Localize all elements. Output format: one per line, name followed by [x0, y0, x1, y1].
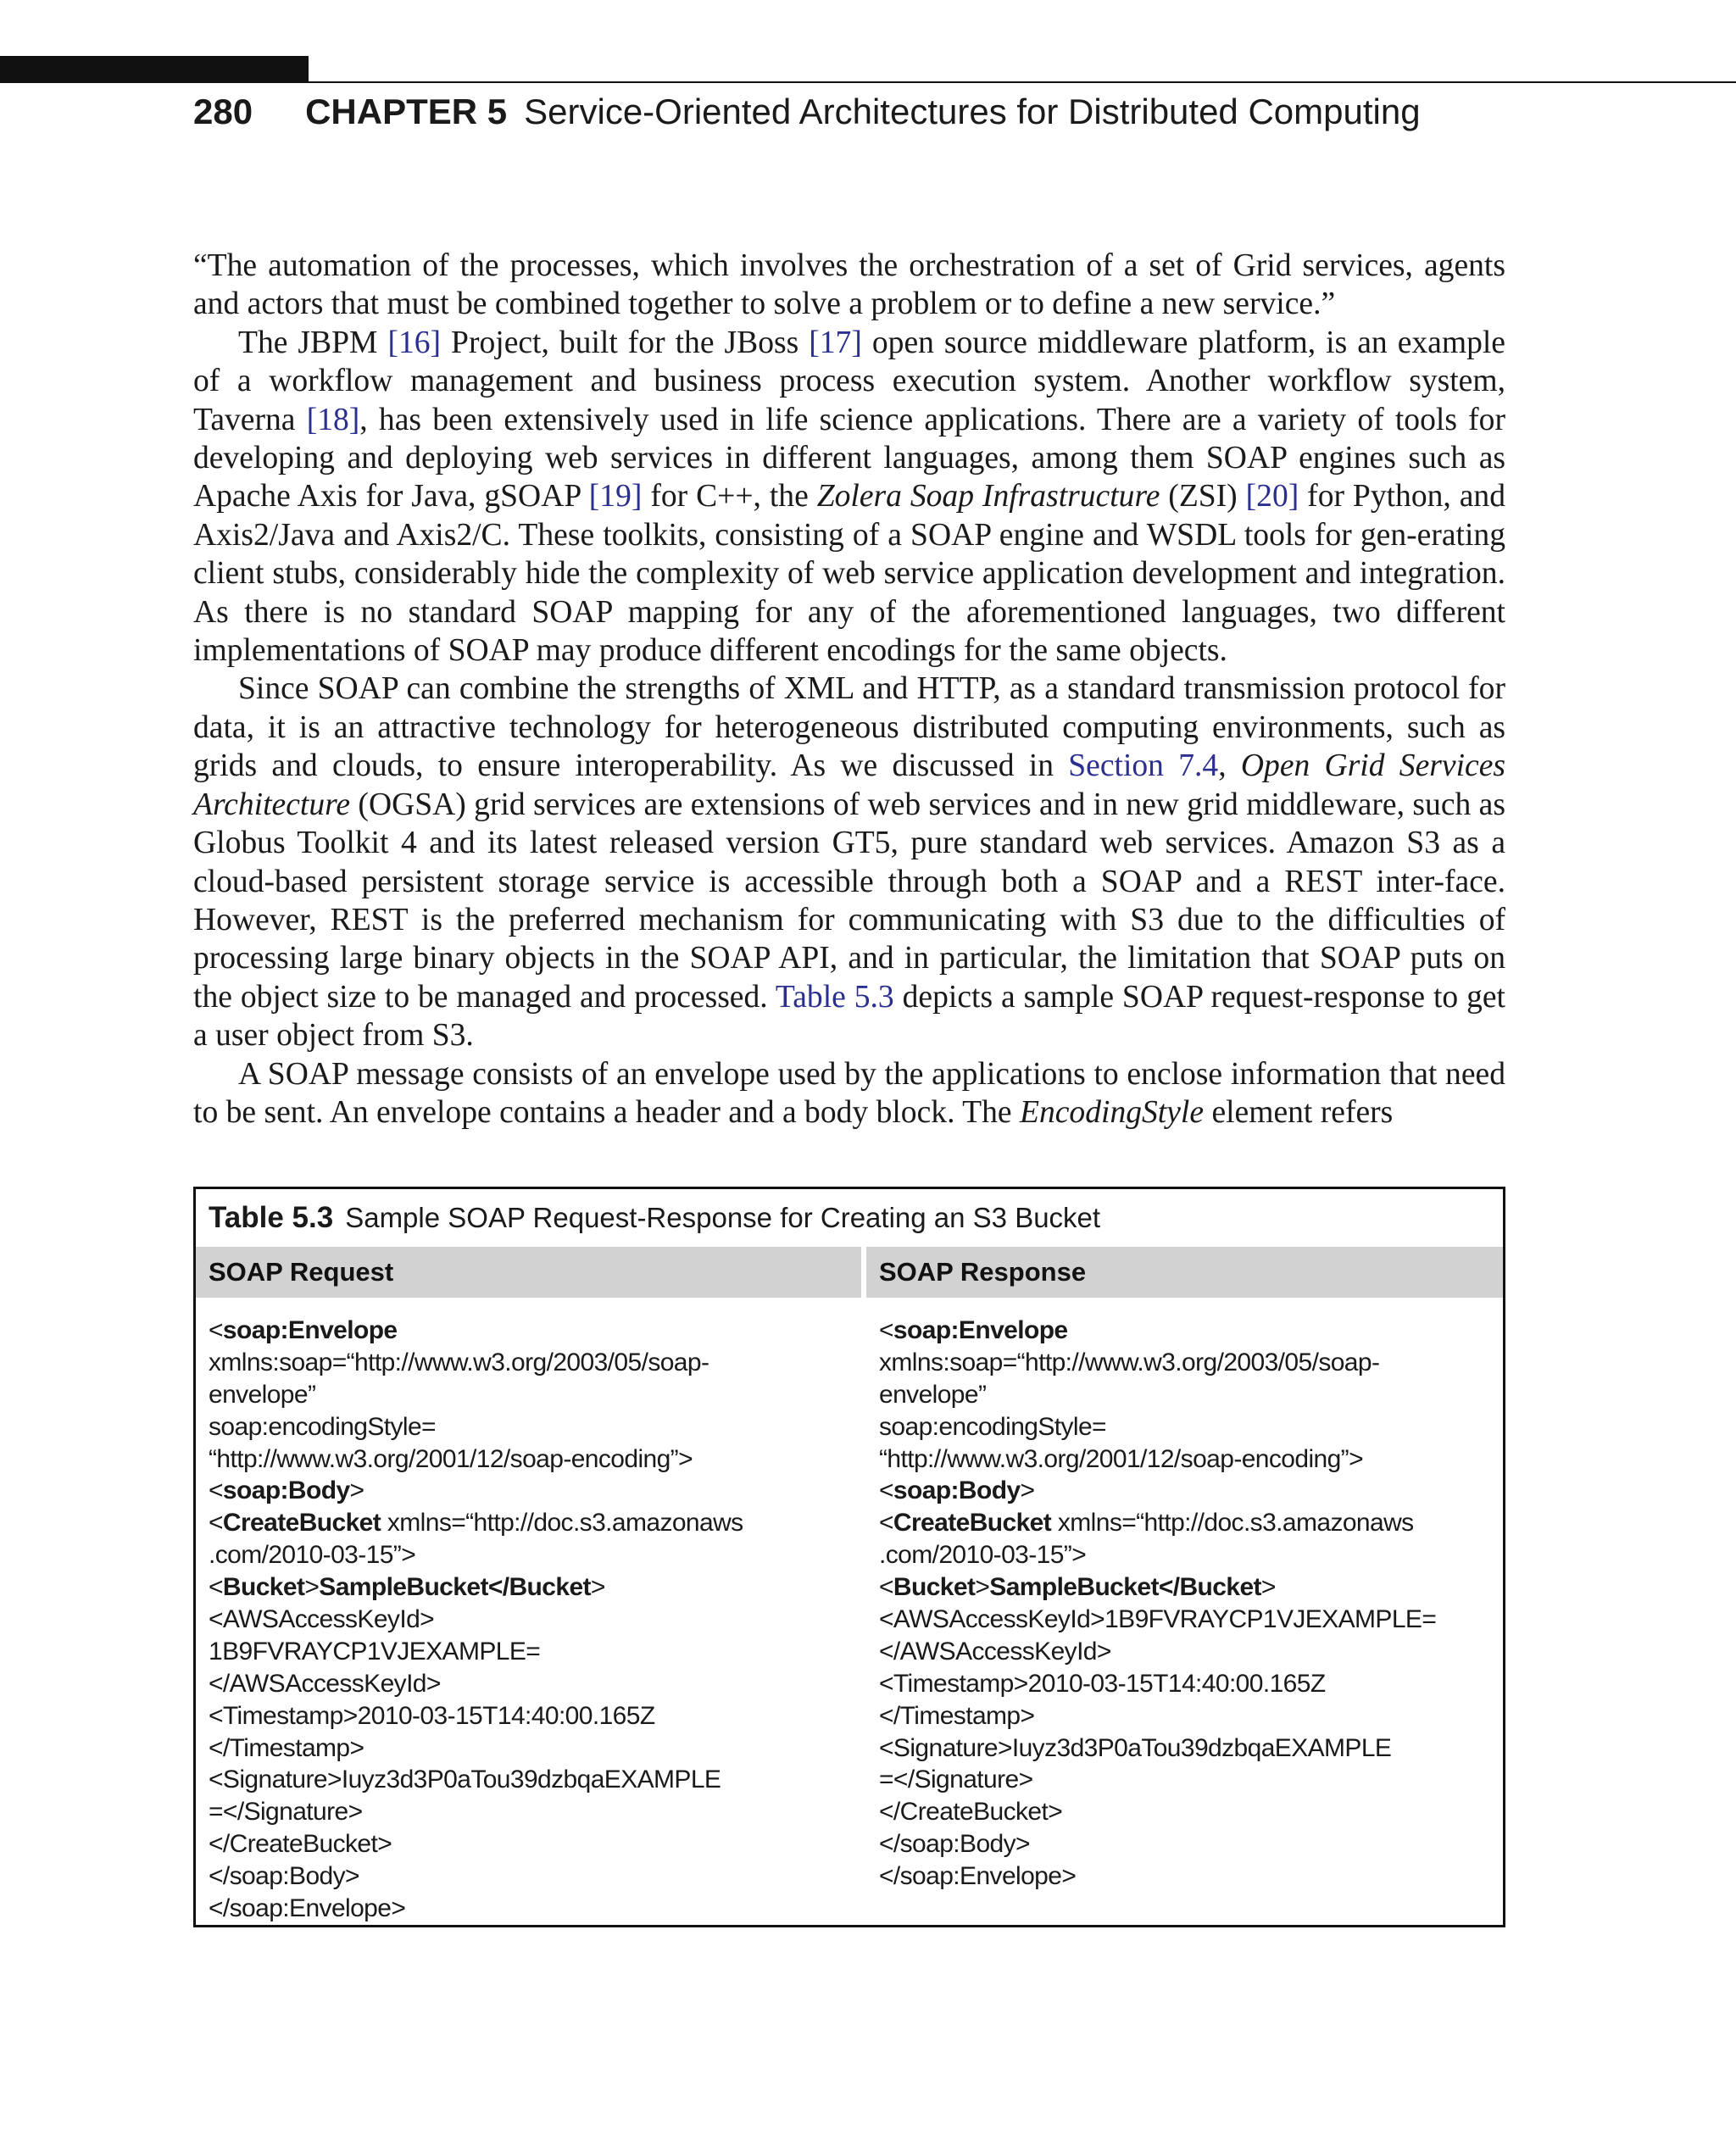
code-line: </CreateBucket>: [209, 1830, 392, 1859]
citation-link-18[interactable]: [18]: [306, 402, 360, 437]
running-head: [193, 92, 1421, 142]
body-text: [193, 247, 1505, 1132]
text-run: depicts a sample SOAP request-response to get a user object from S3.: [193, 979, 1505, 1054]
text-run: element refers: [1204, 1094, 1394, 1130]
code-line: soap:encodingStyle=: [879, 1412, 1106, 1441]
code-line: 1B9FVRAYCP1VJEXAMPLE=: [209, 1637, 541, 1666]
response-code: [866, 1315, 1503, 1925]
code-line: <AWSAccessKeyId>1B9FVRAYCP1VJEXAMPLE=: [879, 1605, 1437, 1634]
code-line: <Timestamp>2010-03-15T14:40:00.165Z: [209, 1701, 655, 1730]
text-run: open source middleware platform, is an example of a workflow management and business process execution system. Another workflow system, Taverna: [193, 325, 1505, 437]
chapter-label: CHAPTER 5: [305, 92, 508, 131]
header-bar-block: [0, 56, 309, 83]
code-line: <soap:Envelope: [209, 1316, 398, 1344]
code-line: envelope”: [879, 1380, 987, 1409]
code-line: <Signature>Iuyz3d3P0aTou39dzbqaEXAMPLE: [879, 1733, 1392, 1762]
code-line: soap:encodingStyle=: [209, 1412, 436, 1441]
text-run: ,: [1218, 748, 1241, 784]
text-run: for Python, and Axis2/Java and Axis2/C. These toolkits, consisting of a SOAP engine and WSDL tools for gen-erating client stubs, considerably hide the complexity of web service application development and integration. As there is no standard SOAP mapping for any of the aforementioned languages, two different implementations of SOAP may produce different encodings for the same objects.: [193, 479, 1506, 669]
code-line: <Bucket>SampleBucket</Bucket>: [879, 1573, 1276, 1602]
code-line: =</Signature>: [879, 1766, 1033, 1794]
text-run: The JBPM: [238, 325, 388, 360]
citation-link-20[interactable]: [20]: [1245, 479, 1299, 514]
code-line: <CreateBucket xmlns=“http://doc.s3.amazonaws: [209, 1509, 743, 1538]
citation-link-17[interactable]: [17]: [809, 325, 862, 360]
code-line: <Signature>Iuyz3d3P0aTou39dzbqaEXAMPLE: [209, 1766, 721, 1794]
code-line: </soap:Body>: [879, 1830, 1030, 1859]
code-line: </AWSAccessKeyId>: [879, 1637, 1111, 1666]
table-body: [196, 1298, 1503, 1925]
paragraph-workflow: [193, 324, 1505, 670]
code-line: <AWSAccessKeyId>: [209, 1605, 435, 1634]
table-caption-text: Sample SOAP Request-Response for Creating an S3 Bucket: [345, 1202, 1101, 1233]
citation-link-19[interactable]: [19]: [588, 479, 643, 514]
code-line: </AWSAccessKeyId>: [209, 1669, 441, 1698]
column-header-request: SOAP Request: [196, 1247, 861, 1298]
code-line: envelope”: [209, 1380, 316, 1409]
italic-term: Zolera Soap Infrastructure: [816, 479, 1160, 514]
code-line: <soap:Envelope: [879, 1316, 1068, 1344]
paragraph-soap-message: [193, 1055, 1505, 1132]
italic-term: Open Grid Services Architecture: [193, 748, 1505, 822]
text-run: (ZSI): [1160, 479, 1246, 514]
code-line: </soap:Envelope>: [879, 1862, 1077, 1891]
text-run: , has been extensively used in life science applications. There are a variety of tools for developing and deploying web services in different languages, among them SOAP engines such as Apache Axis for Java, gSOAP: [193, 402, 1505, 514]
code-line: “http://www.w3.org/2001/12/soap-encoding”>: [209, 1444, 693, 1473]
code-line: </Timestamp>: [209, 1733, 364, 1762]
paragraph-soap-interop: [193, 670, 1505, 1054]
table-label: Table 5.3: [209, 1201, 334, 1234]
text-run: Since SOAP can combine the strengths of XML and HTTP, as a standard transmission protocol for data, it is an attractive technology for heterogeneous distributed computing environments, such as grids and clouds, to ensure interoperability. As we discussed in: [193, 671, 1505, 784]
header-rule: [309, 81, 1736, 83]
request-code: [196, 1315, 866, 1925]
code-line: xmlns:soap=“http://www.w3.org/2003/05/soap-: [879, 1348, 1380, 1376]
text-run: Project, built for the JBoss: [441, 325, 810, 360]
italic-term: EncodingStyle: [1020, 1094, 1205, 1130]
code-line: <CreateBucket xmlns=“http://doc.s3.amazonaws: [879, 1509, 1414, 1538]
code-line: <Bucket>SampleBucket</Bucket>: [209, 1573, 605, 1602]
text-run: for C++, the: [642, 479, 817, 514]
citation-link-16[interactable]: [16]: [387, 325, 442, 360]
section-link-7-4[interactable]: Section 7.4: [1068, 748, 1219, 784]
table-header-row: [196, 1247, 1503, 1298]
paragraph-quote: “The automation of the processes, which involves the orchestration of a set of Grid services, agents and actors that must be combined together to solve a problem or to define a new service.”: [193, 248, 1505, 322]
code-line: .com/2010-03-15”>: [209, 1541, 416, 1570]
chapter-title: Service-Oriented Architectures for Distributed Computing: [524, 92, 1421, 131]
soap-table: [193, 1187, 1505, 1927]
text-run: (OGSA) grid services are extensions of web services and in new grid middleware, such as Globus Toolkit 4 and its latest released version GT5, pure standard web services. Amazon S3 as a cloud-based persistent storage service is accessible through both a SOAP and a REST inter-face. However, REST is the preferred mechanism for communicating with S3 due to the difficulties of processing large binary objects in the SOAP API, and in particular, the limitation that SOAP puts on the object size to be managed and processed.: [193, 787, 1505, 1015]
code-line: =</Signature>: [209, 1798, 363, 1827]
code-line: </soap:Body>: [209, 1862, 359, 1891]
code-line: “http://www.w3.org/2001/12/soap-encoding”>: [879, 1444, 1363, 1473]
text-run: A SOAP message consists of an envelope used by the applications to enclose information that need to be sent. An envelope contains a header and a body block. The: [193, 1056, 1505, 1130]
code-line: <soap:Body>: [879, 1476, 1035, 1505]
code-line: </CreateBucket>: [879, 1798, 1063, 1827]
code-line: </Timestamp>: [879, 1701, 1035, 1730]
code-line: <soap:Body>: [209, 1476, 364, 1505]
code-line: <Timestamp>2010-03-15T14:40:00.165Z: [879, 1669, 1326, 1698]
table-link-5-3[interactable]: Table 5.3: [775, 979, 894, 1015]
code-line: </soap:Envelope>: [209, 1894, 406, 1923]
code-line: xmlns:soap=“http://www.w3.org/2003/05/soap-: [209, 1348, 709, 1376]
code-line: .com/2010-03-15”>: [879, 1541, 1087, 1570]
column-header-response: SOAP Response: [866, 1247, 1503, 1298]
page-number: 280: [193, 92, 253, 131]
table-caption: [196, 1189, 1503, 1247]
